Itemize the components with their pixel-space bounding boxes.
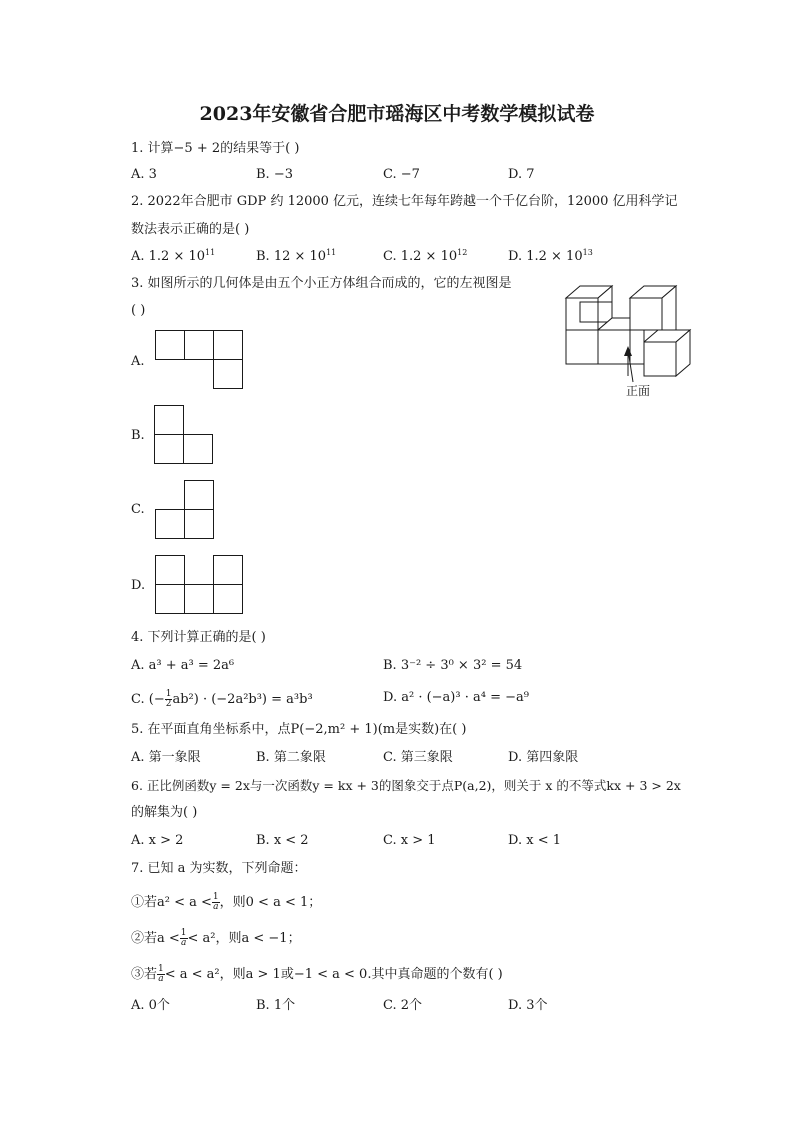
fraction: $\frac{1}{2}$	[165, 689, 172, 709]
q2-d-base: D. 1.2 × 10	[508, 249, 583, 264]
q7-option-d: D. 3个	[508, 998, 548, 1013]
grid-square	[184, 480, 214, 510]
q1-option-d: D. 7	[508, 167, 535, 182]
fraction: $\frac{1}{a}$	[212, 892, 219, 912]
q6-option-a: A. x > 2	[131, 833, 184, 848]
q7-proposition-2: ②若a < $\frac{1}{a}$ < a²，则a < −1；	[131, 928, 301, 948]
q3-option-b-label: B.	[131, 428, 145, 443]
cube-face	[566, 298, 598, 330]
q6-option-c: C. x > 1	[383, 833, 436, 848]
q4-option-d: D. a² · (−a)³ · a⁴ = −a⁹	[383, 690, 529, 705]
grid-square	[184, 509, 214, 539]
q2-b-exp: 11	[326, 248, 337, 257]
grid-square	[155, 330, 185, 360]
grid-square	[213, 584, 243, 614]
fraction: $\frac{1}{a}$	[158, 964, 164, 984]
question-2-stem-line2: 数法表示正确的是( )	[131, 222, 250, 237]
cube-face	[566, 330, 598, 364]
question-3-stem: 3. 如图所示的几何体是由五个小正方体组合而成的，它的左视图是	[131, 276, 512, 291]
grid-square	[184, 330, 214, 360]
question-2-stem-line1: 2. 2022年合肥市 GDP 约 12000 亿元，连续七年每年跨越一个千亿台阶，12000 亿用科学记	[131, 194, 678, 209]
q2-option-c	[383, 249, 467, 265]
front-label: 正面	[626, 384, 651, 398]
grid-square	[213, 359, 243, 389]
question-7-stem: 7. 已知 a 为实数，下列命题：	[131, 861, 307, 876]
cube-face	[630, 298, 662, 330]
grid-square	[155, 509, 185, 539]
page-title: 2023年安徽省合肥市瑶海区中考数学模拟试卷	[199, 103, 595, 125]
q2-d-exp: 13	[582, 248, 593, 257]
q6-option-d: D. x < 1	[508, 833, 561, 848]
q2-b-base: B. 12 × 10	[256, 249, 327, 264]
q2-option-a	[131, 249, 215, 265]
grid-square	[154, 405, 184, 435]
question-1-stem: 1. 计算−5 + 2的结果等于( )	[131, 141, 300, 156]
grid-square	[213, 330, 243, 360]
q5-option-a: A. 第一象限	[131, 750, 201, 765]
q4-option-b: B. 3⁻² ÷ 3⁰ × 3² = 54	[383, 658, 523, 673]
cube-figure	[560, 280, 700, 400]
q3-option-d-label: D.	[131, 578, 146, 593]
grid-square	[184, 584, 214, 614]
question-4-stem: 4. 下列计算正确的是( )	[131, 630, 266, 645]
q1-option-a: A. 3	[131, 167, 157, 182]
question-6-stem-line1: 6. 正比例函数y = 2x与一次函数y = kx + 3的图象交于点P(a,2)，则关于 x 的不等式kx + 3 > 2x	[131, 778, 681, 793]
q6-option-b: B. x < 2	[256, 833, 309, 848]
q4-option-c	[131, 690, 313, 709]
q2-option-b	[256, 249, 336, 265]
question-3-paren: ( )	[131, 303, 146, 318]
q4-c-rest: ab²) · (−2a²b³) = a³b³	[172, 692, 313, 707]
q5-option-c: C. 第三象限	[383, 750, 453, 765]
q1-option-b: B. −3	[256, 167, 293, 182]
q2-c-exp: 12	[457, 248, 468, 257]
q4-c-prefix: C. (−	[131, 692, 165, 707]
grid-square	[183, 434, 213, 464]
q7-option-a: A. 0个	[131, 998, 170, 1013]
question-6-stem-line2: 的解集为( )	[131, 805, 198, 820]
question-5-stem: 5. 在平面直角坐标系中，点P(−2,m² + 1)(m是实数)在( )	[131, 722, 467, 737]
q3-option-a-label: A.	[131, 354, 145, 369]
cube-face	[598, 330, 630, 364]
q3-option-c-label: C.	[131, 502, 145, 517]
q7-proposition-3: ③若 $\frac{1}{a}$ < a < a²，则a > 1或−1 < a < 0.其中真命题的个数有( )	[131, 964, 503, 984]
q1-option-c: C. −7	[383, 167, 420, 182]
q2-a-exp: 11	[205, 248, 216, 257]
q5-option-b: B. 第二象限	[256, 750, 326, 765]
cube-face	[644, 342, 676, 376]
grid-square	[154, 434, 184, 464]
fraction: $\frac{1}{a}$	[180, 928, 187, 948]
cube-face	[630, 330, 644, 364]
grid-square	[155, 555, 185, 585]
q7-option-b: B. 1个	[256, 998, 296, 1013]
grid-square	[213, 555, 243, 585]
q7-proposition-1: ①若a² < a < $\frac{1}{a}$ ，则0 < a < 1；	[131, 892, 322, 912]
q4-option-a: A. a³ + a³ = 2a⁶	[131, 658, 235, 673]
q2-a-base: A. 1.2 × 10	[131, 249, 206, 264]
q2-option-d	[508, 249, 593, 265]
grid-square	[155, 584, 185, 614]
q2-c-base: C. 1.2 × 10	[383, 249, 458, 264]
q7-option-c: C. 2个	[383, 998, 423, 1013]
q5-option-d: D. 第四象限	[508, 750, 579, 765]
